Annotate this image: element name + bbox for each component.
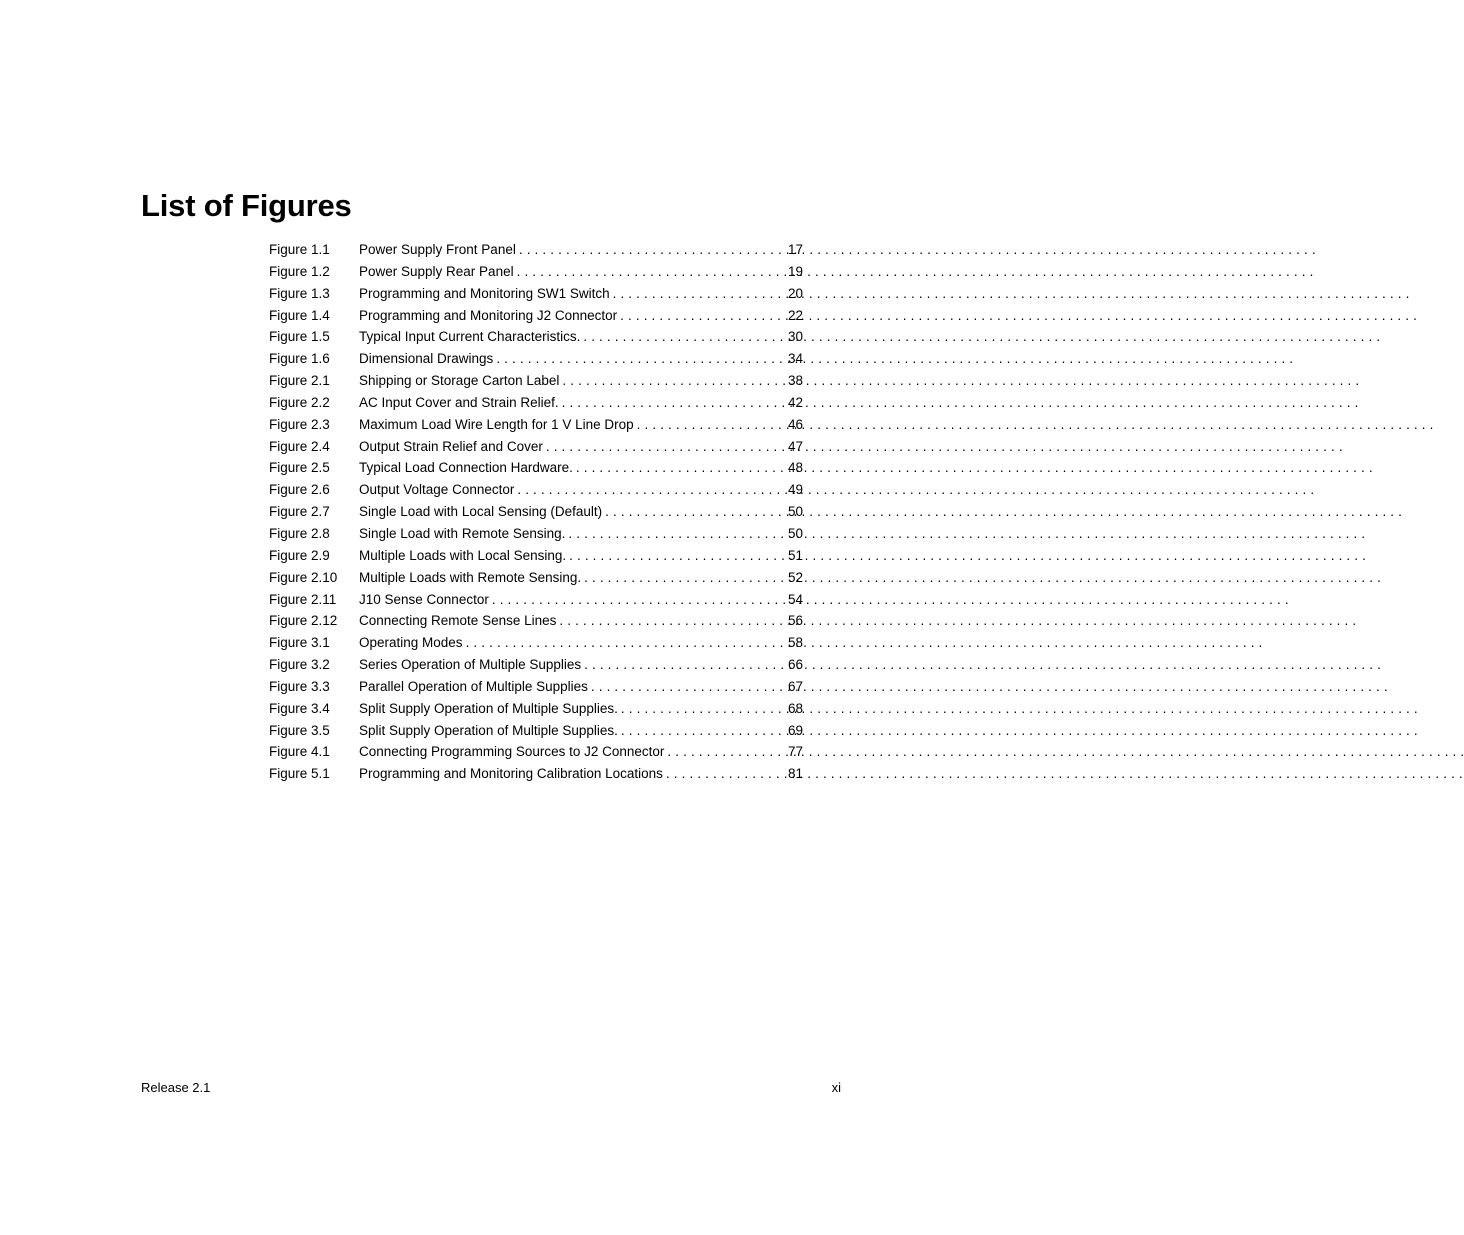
figure-number: Figure 3.3 [269, 678, 330, 694]
figure-title: Typical Load Connection Hardware. [359, 460, 573, 476]
figure-title: Series Operation of Multiple Supplies [359, 657, 582, 673]
figure-entry[interactable] [269, 479, 803, 501]
figure-title: Shipping or Storage Carton Label [359, 373, 560, 389]
figure-number: Figure 3.4 [269, 700, 330, 716]
figure-page-number: 66 [787, 657, 803, 673]
footer-page-number: xi [831, 1080, 841, 1095]
figure-title: Connecting Programming Sources to J2 Connector [359, 744, 665, 760]
figure-page-number: 20 [787, 285, 803, 301]
figure-entry[interactable] [269, 654, 803, 676]
dot-leader [566, 545, 786, 567]
figure-page-number: 19 [787, 263, 803, 279]
figure-number: Figure 1.2 [269, 263, 330, 279]
figure-number: Figure 2.8 [269, 525, 330, 541]
figure-title: Single Load with Local Sensing (Default) [359, 504, 603, 520]
figure-number: Figure 1.6 [269, 351, 330, 367]
page-title: List of Figures [141, 188, 352, 223]
figure-page-number: 46 [787, 416, 803, 432]
figure-page-number: 42 [787, 394, 803, 410]
figure-title: AC Input Cover and Strain Relief. [359, 394, 559, 410]
dot-leader [493, 348, 786, 370]
figure-number: Figure 3.5 [269, 722, 330, 738]
figure-page-number: 22 [787, 307, 803, 323]
figure-title: Programming and Monitoring J2 Connector [359, 307, 618, 323]
figure-page-number: 48 [787, 460, 803, 476]
footer-release: Release 2.1 [141, 1080, 211, 1095]
figure-title: Power Supply Front Panel [359, 242, 516, 257]
figure-page-number: 69 [787, 722, 803, 738]
dot-leader [514, 261, 786, 283]
figure-entry[interactable] [269, 567, 803, 589]
figure-entry[interactable] [269, 589, 803, 611]
figure-title: Programming and Monitoring SW1 Switch [359, 285, 610, 301]
figure-page-number: 17 [787, 242, 803, 257]
figure-number: Figure 4.1 [269, 744, 330, 760]
figure-page-number: 47 [787, 438, 803, 454]
figure-entry[interactable] [269, 545, 803, 567]
figure-number: Figure 2.7 [269, 504, 330, 520]
figure-page-number: 49 [787, 482, 803, 498]
figure-number: Figure 2.3 [269, 416, 330, 432]
dot-leader [516, 239, 786, 261]
figure-number: Figure 1.5 [269, 329, 330, 345]
figure-page-number: 50 [787, 525, 803, 541]
figure-number: Figure 1.1 [269, 242, 330, 257]
dot-leader [618, 698, 786, 720]
dot-leader [559, 392, 786, 414]
figure-entry[interactable] [269, 348, 803, 370]
figure-number: Figure 3.2 [269, 657, 330, 673]
figure-number: Figure 2.9 [269, 547, 330, 563]
figure-page-number: 52 [787, 569, 803, 585]
figure-number: Figure 2.1 [269, 373, 330, 389]
figure-entry[interactable] [269, 261, 803, 283]
dot-leader [663, 763, 786, 785]
figure-entry[interactable] [269, 283, 803, 305]
dot-leader [556, 610, 786, 632]
figure-title: Programming and Monitoring Calibration Locations [359, 766, 663, 782]
figure-page-number: 77 [787, 744, 803, 760]
figure-title: Output Strain Relief and Cover [359, 438, 543, 454]
dot-leader [617, 305, 786, 327]
figure-number: Figure 2.11 [269, 591, 337, 607]
figure-title: Parallel Operation of Multiple Supplies [359, 678, 588, 694]
figure-number: Figure 2.10 [269, 569, 338, 585]
figure-page-number: 54 [787, 591, 803, 607]
figure-entry[interactable] [269, 370, 803, 392]
dot-leader [588, 676, 786, 698]
figure-page-number: 34 [787, 351, 803, 367]
figure-entry[interactable] [269, 523, 803, 545]
figure-entry[interactable] [269, 610, 803, 632]
figure-number: Figure 1.4 [269, 307, 330, 323]
dot-leader [559, 370, 786, 392]
figure-number: Figure 2.6 [269, 482, 330, 498]
figure-number: Figure 2.12 [269, 613, 338, 629]
dot-leader [664, 741, 786, 763]
figure-entry[interactable] [269, 698, 803, 720]
figure-entry[interactable] [269, 676, 803, 698]
figure-title: Typical Input Current Characteristics. [359, 329, 581, 345]
figure-number: Figure 1.3 [269, 285, 330, 301]
figure-page-number: 58 [787, 635, 803, 651]
figure-entry[interactable] [269, 436, 803, 458]
dot-leader [634, 414, 786, 436]
figure-entry[interactable] [269, 414, 803, 436]
dot-leader [489, 589, 786, 611]
figure-title: Operating Modes [359, 635, 463, 651]
figure-entry[interactable] [269, 326, 803, 348]
figure-number: Figure 2.5 [269, 460, 330, 476]
dot-leader [580, 326, 786, 348]
figure-entry[interactable] [269, 392, 803, 414]
figure-number: Figure 2.4 [269, 438, 330, 454]
figure-number: Figure 2.2 [269, 394, 330, 410]
dot-leader [581, 654, 786, 676]
dot-leader [581, 567, 786, 589]
dot-leader [610, 283, 786, 305]
figure-page-number: 30 [787, 329, 803, 345]
figure-entry[interactable] [269, 305, 803, 327]
figure-page-number: 38 [787, 373, 803, 389]
dot-leader [618, 720, 786, 742]
dot-leader [573, 457, 786, 479]
list-of-figures [269, 239, 803, 785]
figure-number: Figure 3.1 [269, 635, 330, 651]
figure-entry[interactable] [269, 239, 803, 261]
figure-title: Multiple Loads with Remote Sensing. [359, 569, 582, 585]
figure-entry[interactable] [269, 632, 803, 654]
figure-title: Single Load with Remote Sensing. [359, 525, 566, 541]
figure-page-number: 51 [787, 547, 803, 563]
dot-leader [602, 501, 786, 523]
figure-title: Connecting Remote Sense Lines [359, 613, 557, 629]
figure-entry[interactable] [269, 763, 803, 785]
dot-leader [514, 479, 786, 501]
figure-title: Power Supply Rear Panel [359, 263, 514, 279]
figure-entry[interactable] [269, 720, 803, 742]
figure-page-number: 67 [787, 678, 803, 694]
figure-entry[interactable] [269, 457, 803, 479]
figure-title: Split Supply Operation of Multiple Supplies. [359, 700, 618, 716]
figure-title: Dimensional Drawings [359, 351, 494, 367]
figure-entry[interactable] [269, 501, 803, 523]
figure-title: J10 Sense Connector [359, 591, 489, 607]
dot-leader [565, 523, 786, 545]
figure-title: Split Supply Operation of Multiple Supplies. [359, 722, 618, 738]
figure-page-number: 68 [787, 700, 803, 716]
figure-title: Maximum Load Wire Length for 1 V Line Drop [359, 416, 634, 432]
figure-title: Output Voltage Connector [359, 482, 515, 498]
figure-number: Figure 5.1 [269, 766, 330, 782]
dot-leader [543, 436, 786, 458]
figure-page-number: 50 [787, 504, 803, 520]
figure-entry[interactable] [269, 741, 803, 763]
figure-page-number: 56 [787, 613, 803, 629]
figure-page-number: 81 [787, 766, 803, 782]
dot-leader [463, 632, 786, 654]
figure-title: Multiple Loads with Local Sensing. [359, 547, 567, 563]
